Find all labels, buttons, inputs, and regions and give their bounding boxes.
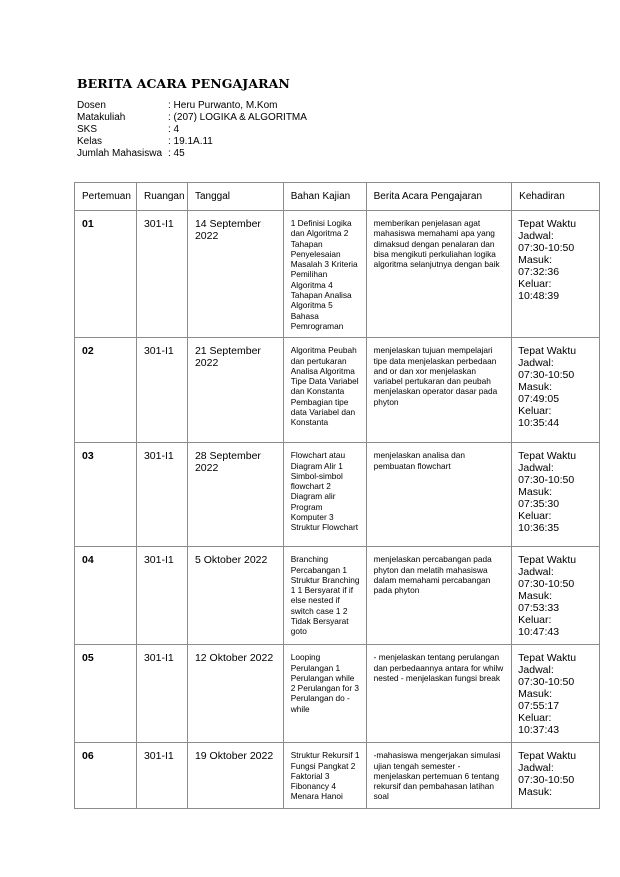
- cell-ruangan: 301-I1: [136, 338, 187, 443]
- table-row: [75, 645, 600, 743]
- meta-row-sks: [77, 124, 307, 136]
- column-header-kehadiran: Kehadiran: [512, 183, 600, 211]
- meta-row-dosen: [77, 100, 307, 112]
- cell-tanggal: 28 September 2022: [187, 443, 283, 547]
- cell-pertemuan: 01: [75, 211, 137, 338]
- cell-kehadiran: Tepat Waktu Jadwal: 07:30-10:50 Masuk: 07:55:17 Keluar: 10:37:43: [512, 645, 600, 743]
- cell-bahan-kajian: Algoritma Peubah dan pertukaran Analisa Algoritma Tipe Data Variabel dan Konstanta Pembagian tipe data Variabel dan Konstanta: [283, 338, 366, 443]
- meta-row-kelas: [77, 136, 307, 148]
- cell-bahan-kajian: Looping Perulangan 1 Perulangan while 2 Perulangan for 3 Perulangan do - while: [283, 645, 366, 743]
- cell-tanggal: 19 Oktober 2022: [187, 743, 283, 808]
- cell-tanggal: 14 September 2022: [187, 211, 283, 338]
- cell-pertemuan: 05: [75, 645, 137, 743]
- meta-value: : Heru Purwanto, M.Kom: [168, 100, 278, 111]
- table-header-row: [75, 183, 600, 211]
- meta-key: Dosen: [77, 100, 106, 111]
- cell-kehadiran: Tepat Waktu Jadwal: 07:30-10:50 Masuk: 07:35:30 Keluar: 10:36:35: [512, 443, 600, 547]
- meta-key: SKS: [77, 124, 98, 135]
- meta-key: Kelas: [77, 136, 103, 147]
- column-header-ruangan: Ruangan: [136, 183, 187, 211]
- column-header-tanggal: Tanggal: [187, 183, 283, 211]
- cell-berita-acara: - menjelaskan tentang perulangan dan perbedaannya antara for whilw nested - menjelaskan fungsi break: [366, 645, 512, 743]
- cell-berita-acara: menjelaskan tujuan mempelajari tipe data menjelaskan perbedaan and or dan xor menjelaskan variabel pertukaran dan peubah menjelaskan operator dasar pada phyton: [366, 338, 512, 443]
- table-row: [75, 443, 600, 547]
- table-row: [75, 338, 600, 443]
- cell-kehadiran: Tepat Waktu Jadwal: 07:30-10:50 Masuk:: [512, 743, 600, 808]
- document-title: BERITA ACARA PENGAJARAN: [77, 76, 290, 91]
- cell-bahan-kajian: Flowchart atau Diagram Alir 1 Simbol-simbol flowchart 2 Diagram alir Program Komputer 3 Struktur Flowchart: [283, 443, 366, 547]
- cell-ruangan: 301-I1: [136, 547, 187, 645]
- cell-pertemuan: 03: [75, 443, 137, 547]
- table-row: [75, 743, 600, 808]
- cell-tanggal: 21 September 2022: [187, 338, 283, 443]
- meta-value: : 19.1A.11: [168, 136, 213, 147]
- meta-value: : (207) LOGIKA & ALGORITMA: [168, 112, 307, 123]
- cell-ruangan: 301-I1: [136, 211, 187, 338]
- cell-berita-acara: menjelaskan percabangan pada phyton dan melatih mahasiswa dalam memahami percabangan pada phyton: [366, 547, 512, 645]
- cell-pertemuan: 02: [75, 338, 137, 443]
- cell-ruangan: 301-I1: [136, 645, 187, 743]
- meta-key: Jumlah Mahasiswa: [77, 148, 163, 159]
- cell-tanggal: 5 Oktober 2022: [187, 547, 283, 645]
- column-header-pertemuan: Pertemuan: [75, 183, 137, 211]
- cell-kehadiran: Tepat Waktu Jadwal: 07:30-10:50 Masuk: 07:53:33 Keluar: 10:47:43: [512, 547, 600, 645]
- cell-pertemuan: 06: [75, 743, 137, 808]
- meta-row-matakuliah: [77, 112, 307, 124]
- table-row: [75, 211, 600, 338]
- cell-pertemuan: 04: [75, 547, 137, 645]
- cell-ruangan: 301-I1: [136, 743, 187, 808]
- column-header-bahan-kajian: Bahan Kajian: [283, 183, 366, 211]
- meta-value: : 4: [168, 124, 180, 135]
- cell-berita-acara: menjelaskan analisa dan pembuatan flowchart: [366, 443, 512, 547]
- cell-kehadiran: Tepat Waktu Jadwal: 07:30-10:50 Masuk: 07:32:36 Keluar: 10:48:39: [512, 211, 600, 338]
- cell-berita-acara: memberikan penjelasan agat mahasiswa memahami apa yang dimaksud dengan penalaran dan bisa mengikuti perkuliahan logika algoritma selanjutnya dengan baik: [366, 211, 512, 338]
- cell-tanggal: 12 Oktober 2022: [187, 645, 283, 743]
- meta-value: : 45: [168, 148, 185, 159]
- column-header-berita-acara: Berita Acara Pengajaran: [366, 183, 512, 211]
- cell-bahan-kajian: Branching Percabangan 1 Struktur Branching 1 1 Bersyarat if if else nested if switch case 1 2 Tidak Bersyarat goto: [283, 547, 366, 645]
- course-info: [77, 100, 307, 160]
- meta-row-jumlah-mahasiswa: [77, 148, 307, 160]
- cell-ruangan: 301-I1: [136, 443, 187, 547]
- table-row: [75, 547, 600, 645]
- cell-bahan-kajian: 1 Definisi Logika dan Algoritma 2 Tahapan Penyelesaian Masalah 3 Kriteria Pemilihan Algoritma 4 Tahapan Analisa Algoritma 5 Bahasa Pemrograman: [283, 211, 366, 338]
- berita-acara-table: [74, 182, 600, 809]
- cell-kehadiran: Tepat Waktu Jadwal: 07:30-10:50 Masuk: 07:49:05 Keluar: 10:35:44: [512, 338, 600, 443]
- cell-bahan-kajian: Struktur Rekursif 1 Fungsi Pangkat 2 Faktorial 3 Fibonancy 4 Menara Hanoi: [283, 743, 366, 808]
- cell-berita-acara: -mahasiswa mengerjakan simulasi ujian tengah semester - menjelaskan pertemuan 6 tentang rekursif dan pembahasan latihan soal: [366, 743, 512, 808]
- meta-key: Matakuliah: [77, 112, 126, 123]
